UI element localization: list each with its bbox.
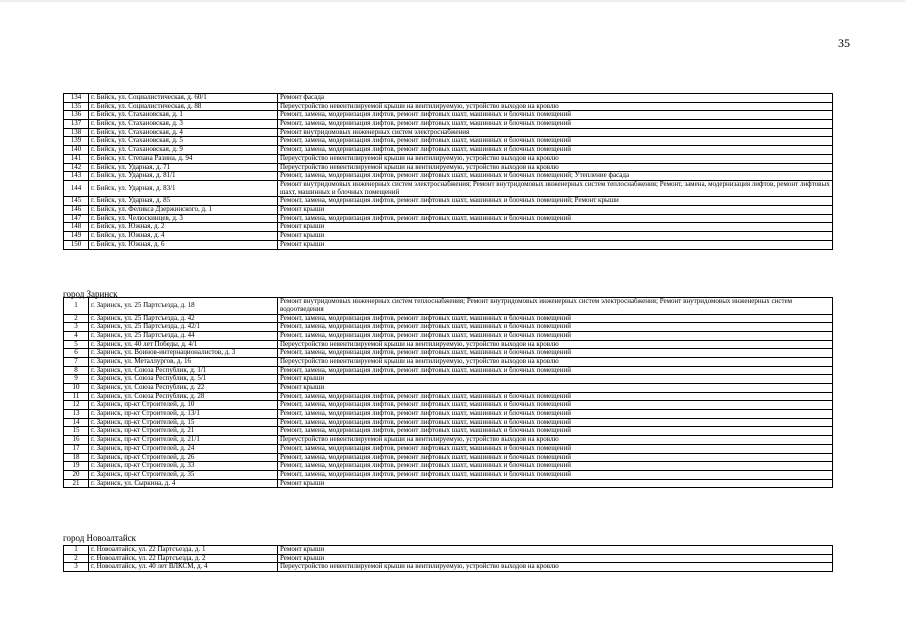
row-work-type: Ремонт, замена, модернизация лифтов, ремонт лифтовых шахт, машинных и блочных помещений [278, 214, 833, 223]
row-work-type: Ремонт внутридомовых инженерных систем электроснабжения; Ремонт внутридомовых инженерных систем теплоснабжения; Ремонт, замена, модернизация лифтов, ремонт лифтовых шахт, машинных и блочных помещений [278, 180, 833, 197]
row-number: 5 [64, 340, 89, 349]
row-work-type: Ремонт, замена, модернизация лифтов, ремонт лифтовых шахт, машинных и блочных помещений [278, 349, 833, 358]
row-number: 149 [64, 232, 89, 241]
row-address: г. Новоалтайск, ул. 40 лет ВЛКСМ, д. 4 [89, 563, 278, 572]
row-address: г. Бийск, ул. Ударная, д. 81/1 [89, 172, 278, 181]
table-row [64, 240, 833, 249]
table-row [64, 94, 833, 103]
row-address: г. Заринск, пр-кт Строителей, д. 10 [89, 401, 278, 410]
row-address: г. Бийск, ул. Степана Разина, д. 94 [89, 154, 278, 163]
row-address: г. Бийск, ул. Стахановская, д. 5 [89, 137, 278, 146]
table-row [64, 392, 833, 401]
row-number: 139 [64, 137, 89, 146]
row-work-type: Ремонт, замена, модернизация лифтов, ремонт лифтовых шахт, машинных и блочных помещений [278, 453, 833, 462]
table-row [64, 102, 833, 111]
row-number: 14 [64, 418, 89, 427]
row-work-type: Ремонт, замена, модернизация лифтов, ремонт лифтовых шахт, машинных и блочных помещений [278, 314, 833, 323]
row-work-type: Переустройство невентилируемой крыши на вентилируемую, устройство выходов на кровлю [278, 357, 833, 366]
row-number: 20 [64, 470, 89, 479]
row-address: г. Заринск, пр-кт Строителей, д. 24 [89, 444, 278, 453]
row-address: г. Заринск, ул. Союза Республик, д. 22 [89, 384, 278, 393]
row-number: 3 [64, 323, 89, 332]
row-address: г. Заринск, ул. 25 Партсъезда, д. 44 [89, 331, 278, 340]
row-number: 4 [64, 331, 89, 340]
row-work-type: Ремонт, замена, модернизация лифтов, ремонт лифтовых шахт, машинных и блочных помещений [278, 392, 833, 401]
row-address: г. Бийск, ул. Социалистическая, д. 60/1 [89, 94, 278, 103]
registry-table-zarinsk [63, 297, 833, 488]
registry-table-novoaltaysk [63, 545, 833, 572]
table-row [64, 384, 833, 393]
row-work-type: Ремонт крыши [278, 240, 833, 249]
table-row [64, 163, 833, 172]
row-address: г. Бийск, ул. Ударная, д. 85 [89, 197, 278, 206]
table-row [64, 366, 833, 375]
table-row [64, 331, 833, 340]
row-number: 3 [64, 563, 89, 572]
row-work-type: Ремонт внутридомовых инженерных систем электроснабжения [278, 128, 833, 137]
row-number: 6 [64, 349, 89, 358]
row-number: 144 [64, 180, 89, 197]
row-address: г. Новоалтайск, ул. 22 Партсъезда, д. 1 [89, 546, 278, 555]
table-row [64, 154, 833, 163]
row-address: г. Заринск, пр-кт Строителей, д. 33 [89, 462, 278, 471]
row-work-type: Переустройство невентилируемой крыши на вентилируемую, устройство выходов на кровлю [278, 163, 833, 172]
table-row [64, 323, 833, 332]
row-work-type: Ремонт, замена, модернизация лифтов, ремонт лифтовых шахт, машинных и блочных помещений [278, 137, 833, 146]
row-number: 18 [64, 453, 89, 462]
row-address: г. Бийск, ул. Южная, д. 6 [89, 240, 278, 249]
row-address: г. Заринск, ул. Союза Республик, д. 1/1 [89, 366, 278, 375]
row-address: г. Заринск, ул. 25 Партсъезда, д. 18 [89, 298, 278, 315]
row-number: 12 [64, 401, 89, 410]
table-row [64, 111, 833, 120]
table-row [64, 444, 833, 453]
row-work-type: Переустройство невентилируемой крыши на вентилируемую, устройство выходов на кровлю [278, 340, 833, 349]
row-number: 1 [64, 546, 89, 555]
table-row [64, 206, 833, 215]
scan-top-edge [0, 0, 905, 2]
section-title-zarinsk: город Заринск [63, 289, 118, 299]
table-row [64, 436, 833, 445]
table-row [64, 214, 833, 223]
row-work-type: Ремонт крыши [278, 223, 833, 232]
row-work-type: Ремонт крыши [278, 479, 833, 488]
row-work-type: Ремонт, замена, модернизация лифтов, ремонт лифтовых шахт, машинных и блочных помещений [278, 462, 833, 471]
row-work-type: Ремонт, замена, модернизация лифтов, ремонт лифтовых шахт, машинных и блочных помещений [278, 410, 833, 419]
table-row [64, 232, 833, 241]
row-number: 9 [64, 375, 89, 384]
table-row [64, 298, 833, 315]
row-number: 146 [64, 206, 89, 215]
row-number: 19 [64, 462, 89, 471]
row-address: г. Бийск, ул. Южная, д. 4 [89, 232, 278, 241]
row-number: 137 [64, 120, 89, 129]
row-address: г. Заринск, ул. Союза Республик, д. 5/1 [89, 375, 278, 384]
row-number: 142 [64, 163, 89, 172]
row-address: г. Заринск, ул. 25 Партсъезда, д. 42 [89, 314, 278, 323]
row-address: г. Заринск, пр-кт Строителей, д. 26 [89, 453, 278, 462]
row-number: 134 [64, 94, 89, 103]
row-number: 8 [64, 366, 89, 375]
table-row [64, 470, 833, 479]
row-work-type: Переустройство невентилируемой крыши на вентилируемую, устройство выходов на кровлю [278, 436, 833, 445]
row-number: 141 [64, 154, 89, 163]
table-row [64, 357, 833, 366]
row-number: 1 [64, 298, 89, 315]
row-address: г. Заринск, ул. Сыркина, д. 4 [89, 479, 278, 488]
page-number: 35 [838, 36, 850, 50]
row-address: г. Заринск, ул. Металлургов, д. 16 [89, 357, 278, 366]
row-address: г. Заринск, ул. 25 Партсъезда, д. 42/1 [89, 323, 278, 332]
row-work-type: Переустройство невентилируемой крыши на вентилируемую, устройство выходов на кровлю [278, 154, 833, 163]
table-row [64, 223, 833, 232]
row-address: г. Заринск, пр-кт Строителей, д. 35 [89, 470, 278, 479]
row-work-type: Ремонт, замена, модернизация лифтов, ремонт лифтовых шахт, машинных и блочных помещений [278, 470, 833, 479]
table-row [64, 563, 833, 572]
row-address: г. Бийск, ул. Челюскинцев, д. 3 [89, 214, 278, 223]
row-number: 17 [64, 444, 89, 453]
row-address: г. Бийск, ул. Социалистическая, д. 88 [89, 102, 278, 111]
table-row [64, 340, 833, 349]
table-row [64, 314, 833, 323]
table-row [64, 120, 833, 129]
table-row [64, 172, 833, 181]
row-work-type: Ремонт крыши [278, 384, 833, 393]
table-row [64, 462, 833, 471]
row-number: 16 [64, 436, 89, 445]
row-work-type: Ремонт крыши [278, 206, 833, 215]
row-address: г. Бийск, ул. Стахановская, д. 9 [89, 146, 278, 155]
row-number: 136 [64, 111, 89, 120]
table-row [64, 128, 833, 137]
registry-table-biysk [63, 93, 833, 250]
section-title-novoaltaysk: город Новоалтайск [63, 533, 137, 543]
row-address: г. Бийск, ул. Стахановская, д. 3 [89, 120, 278, 129]
row-address: г. Бийск, ул. Южная, д. 2 [89, 223, 278, 232]
row-work-type: Ремонт крыши [278, 546, 833, 555]
row-address: г. Бийск, ул. Стахановская, д. 1 [89, 111, 278, 120]
row-number: 147 [64, 214, 89, 223]
row-work-type: Ремонт крыши [278, 232, 833, 241]
row-number: 2 [64, 554, 89, 563]
row-work-type: Ремонт, замена, модернизация лифтов, ремонт лифтовых шахт, машинных и блочных помещений [278, 366, 833, 375]
row-number: 145 [64, 197, 89, 206]
row-address: г. Заринск, ул. 40 лет Победы, д. 4/1 [89, 340, 278, 349]
row-number: 140 [64, 146, 89, 155]
row-work-type: Ремонт фасада [278, 94, 833, 103]
row-work-type: Переустройство невентилируемой крыши на вентилируемую, устройство выходов на кровлю [278, 563, 833, 572]
row-work-type: Ремонт, замена, модернизация лифтов, ремонт лифтовых шахт, машинных и блочных помещений [278, 418, 833, 427]
row-number: 135 [64, 102, 89, 111]
row-address: г. Новоалтайск, ул. 22 Партсъезда, д. 2 [89, 554, 278, 563]
row-number: 143 [64, 172, 89, 181]
row-work-type: Ремонт крыши [278, 375, 833, 384]
row-work-type: Ремонт, замена, модернизация лифтов, ремонт лифтовых шахт, машинных и блочных помещений [278, 331, 833, 340]
row-address: г. Заринск, пр-кт Строителей, д. 21/1 [89, 436, 278, 445]
table-row [64, 453, 833, 462]
row-address: г. Бийск, ул. Стахановская, д. 4 [89, 128, 278, 137]
row-number: 150 [64, 240, 89, 249]
row-address: г. Бийск, ул. Ударная, д. 71 [89, 163, 278, 172]
table-row [64, 180, 833, 197]
row-work-type: Ремонт, замена, модернизация лифтов, ремонт лифтовых шахт, машинных и блочных помещений; Ремонт крыши [278, 197, 833, 206]
row-number: 2 [64, 314, 89, 323]
table-row [64, 427, 833, 436]
row-address: г. Заринск, пр-кт Строителей, д. 21 [89, 427, 278, 436]
row-work-type: Ремонт внутридомовых инженерных систем теплоснабжения; Ремонт внутридомовых инженерных систем электроснабжения; Ремонт внутридомовых инженерных систем водоотведения [278, 298, 833, 315]
row-number: 21 [64, 479, 89, 488]
table-row [64, 197, 833, 206]
row-number: 148 [64, 223, 89, 232]
table-row [64, 401, 833, 410]
table-row [64, 418, 833, 427]
row-work-type: Ремонт, замена, модернизация лифтов, ремонт лифтовых шахт, машинных и блочных помещений [278, 120, 833, 129]
row-number: 138 [64, 128, 89, 137]
row-address: г. Бийск, ул. Ударная, д. 83/1 [89, 180, 278, 197]
row-number: 7 [64, 357, 89, 366]
table-row [64, 146, 833, 155]
row-work-type: Ремонт, замена, модернизация лифтов, ремонт лифтовых шахт, машинных и блочных помещений; Утепление фасада [278, 172, 833, 181]
row-work-type: Переустройство невентилируемой крыши на вентилируемую, устройство выходов на кровлю [278, 102, 833, 111]
row-address: г. Заринск, пр-кт Строителей, д. 13/1 [89, 410, 278, 419]
table-row [64, 349, 833, 358]
row-work-type: Ремонт, замена, модернизация лифтов, ремонт лифтовых шахт, машинных и блочных помещений [278, 146, 833, 155]
table-row [64, 479, 833, 488]
row-work-type: Ремонт, замена, модернизация лифтов, ремонт лифтовых шахт, машинных и блочных помещений [278, 401, 833, 410]
table-row [64, 546, 833, 555]
row-number: 13 [64, 410, 89, 419]
row-address: г. Бийск, ул. Феликса Дзержинского, д. 1 [89, 206, 278, 215]
table-row [64, 410, 833, 419]
row-work-type: Ремонт, замена, модернизация лифтов, ремонт лифтовых шахт, машинных и блочных помещений [278, 427, 833, 436]
row-address: г. Заринск, ул. Союза Республик, д. 28 [89, 392, 278, 401]
row-number: 10 [64, 384, 89, 393]
row-work-type: Ремонт, замена, модернизация лифтов, ремонт лифтовых шахт, машинных и блочных помещений [278, 111, 833, 120]
row-number: 15 [64, 427, 89, 436]
row-address: г. Заринск, ул. Воинов-интернационалистов, д. 3 [89, 349, 278, 358]
table-row [64, 375, 833, 384]
row-address: г. Заринск, пр-кт Строителей, д. 15 [89, 418, 278, 427]
row-number: 11 [64, 392, 89, 401]
row-work-type: Ремонт крыши [278, 554, 833, 563]
table-row [64, 137, 833, 146]
row-work-type: Ремонт, замена, модернизация лифтов, ремонт лифтовых шахт, машинных и блочных помещений [278, 323, 833, 332]
table-row [64, 554, 833, 563]
row-work-type: Ремонт, замена, модернизация лифтов, ремонт лифтовых шахт, машинных и блочных помещений [278, 444, 833, 453]
